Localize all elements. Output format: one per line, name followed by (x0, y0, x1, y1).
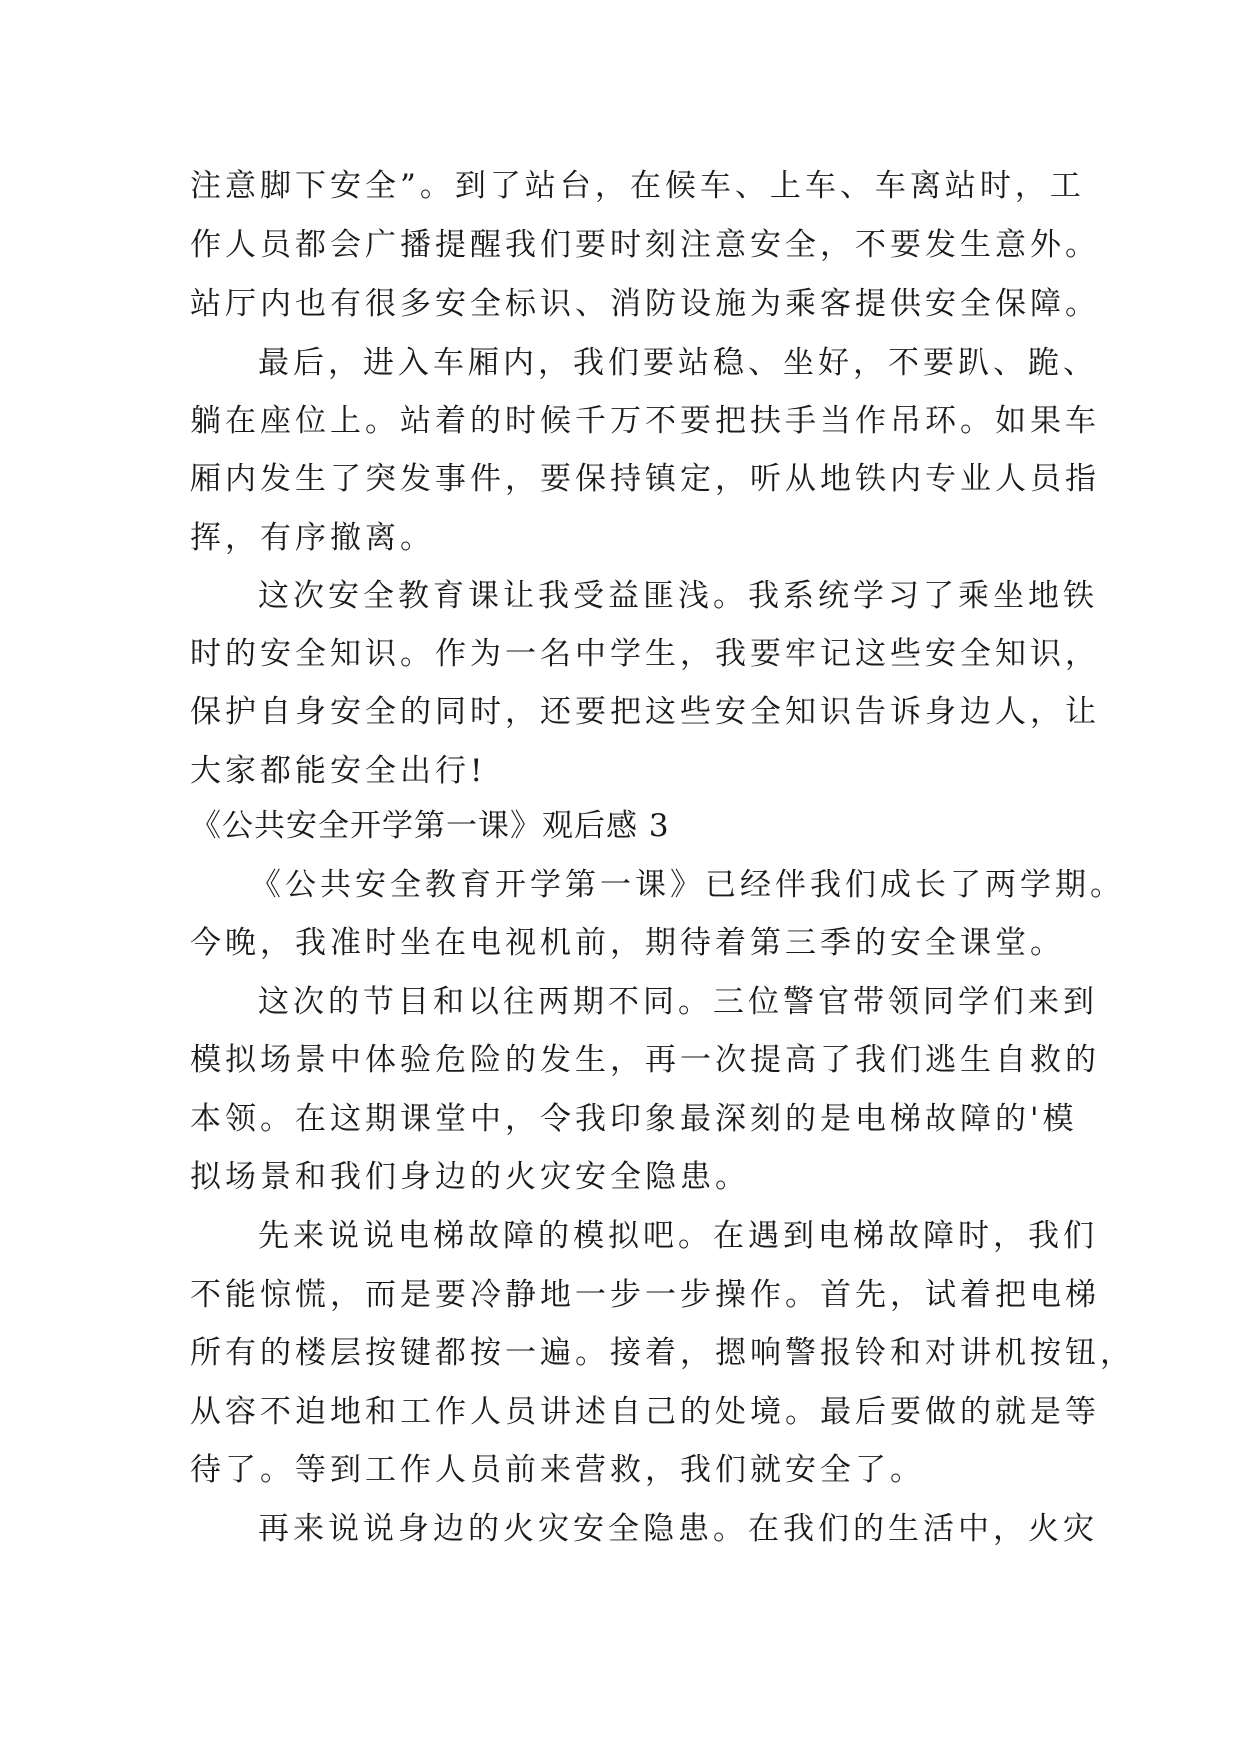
text-line: 大家都能安全出行! (190, 753, 487, 789)
text-line: 所有的楼层按键都按一遍。接着，摁响警报铃和对讲机按钮， (190, 1335, 1135, 1371)
text-line: 今晚，我准时坐在电视机前，期待着第三季的安全课堂。 (190, 925, 1065, 961)
text-line: 《公共安全教育开学第一课》已经伴我们成长了两学期。 (250, 867, 1125, 903)
text-line: 最后，进入车厢内，我们要站稳、坐好，不要趴、跪、 (258, 345, 1098, 381)
text-line: 先来说说电梯故障的模拟吧。在遇到电梯故障时，我们 (258, 1218, 1098, 1254)
section-heading: 《公共安全开学第一课》观后感 3 (190, 808, 670, 844)
text-line: 挥，有序撤离。 (190, 520, 435, 556)
text-line: 再来说说身边的火灾安全隐患。在我们的生活中，火灾 (258, 1511, 1098, 1547)
text-line: 注意脚下安全”。到了站台，在候车、上车、车离站时，工 (190, 168, 1085, 204)
text-line: 从容不迫地和工作人员讲述自己的处境。最后要做的就是等 (190, 1394, 1100, 1430)
text-line: 不能惊慌，而是要冷静地一步一步操作。首先，试着把电梯 (190, 1277, 1100, 1313)
text-line: 拟场景和我们身边的火灾安全隐患。 (190, 1159, 750, 1195)
text-line: 待了。等到工作人员前来营救，我们就安全了。 (190, 1452, 925, 1488)
text-line: 厢内发生了突发事件，要保持镇定，听从地铁内专业人员指 (190, 461, 1100, 497)
text-line: 这次的节目和以往两期不同。三位警官带领同学们来到 (258, 984, 1098, 1020)
text-line: 作人员都会广播提醒我们要时刻注意安全，不要发生意外。 (190, 227, 1100, 263)
text-line: 本领。在这期课堂中，令我印象最深刻的是电梯故障的'模 (190, 1101, 1078, 1137)
text-line: 时的安全知识。作为一名中学生，我要牢记这些安全知识， (190, 636, 1100, 672)
text-line: 躺在座位上。站着的时候千万不要把扶手当作吊环。如果车 (190, 403, 1100, 439)
text-line: 保护自身安全的同时，还要把这些安全知识告诉身边人，让 (190, 694, 1100, 730)
text-line: 站厅内也有很多安全标识、消防设施为乘客提供安全保障。 (190, 286, 1100, 322)
text-line: 模拟场景中体验危险的发生，再一次提高了我们逃生自救的 (190, 1042, 1100, 1078)
text-line: 这次安全教育课让我受益匪浅。我系统学习了乘坐地铁 (258, 578, 1098, 614)
